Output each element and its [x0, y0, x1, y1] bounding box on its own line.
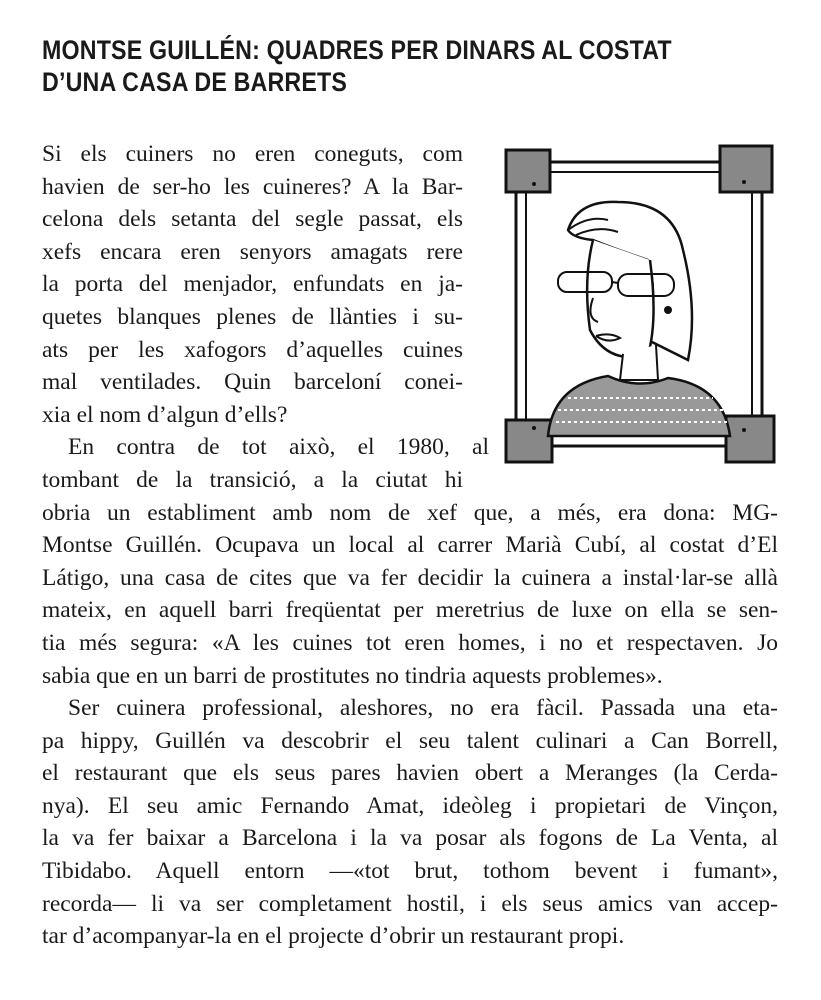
text-line: recorda— li va ser completament hostil, i els seus amics van accep- — [42, 890, 778, 917]
text-line: Montse Guillén. Ocupava un local al carrer Marià Cubí, al costat d’El — [42, 532, 778, 559]
text-line: la porta del menjador, enfundats en ja- — [42, 271, 463, 298]
text-line: nya). El seu amic Fernando Amat, ideòleg i propietari de Vinçon, — [42, 792, 778, 819]
text-line: la va fer baixar a Barcelona i la va posar als fogons de La Venta, al — [42, 825, 778, 852]
text-line: Si els cuiners no eren coneguts, com — [42, 141, 463, 167]
text-line: tombant de la transició, a la ciutat hi — [42, 466, 463, 493]
text-line: pa hippy, Guillén va descobrir el seu talent culinari a Can Borrell, — [42, 727, 778, 754]
text-line: Látigo, una casa de cites que va fer decidir la cuinera a instal·lar-se allà — [42, 564, 778, 591]
text-line: quetes blanques plenes de llànties i su- — [42, 303, 463, 330]
title-line: D’UNA CASA DE BARRETS — [42, 67, 348, 97]
text-line: tar d’acompanyar-la en el projecte d’obrir un restaurant propi. — [42, 923, 625, 950]
text-line: celona dels setanta del segle passat, els — [42, 206, 463, 233]
text-line: obria un establiment amb nom de xef que, a més, era dona: MG- — [42, 499, 778, 526]
article-title — [42, 34, 696, 98]
text-line: mateix, en aquell barri freqüentat per meretrius de luxe on ella se sen- — [42, 597, 778, 624]
text-line: Tibidabo. Aquell entorn —«tot brut, tothom bevent i fumant», — [42, 858, 778, 885]
text-line: sabia que en un barri de prostitutes no tindria aquests problemes». — [42, 662, 663, 689]
text-line: mal ventilades. Quin barceloní conei- — [42, 369, 463, 396]
article-body — [42, 138, 778, 953]
text-line: En contra de tot això, el 1980, al — [68, 434, 489, 461]
text-line: havien de ser-ho les cuineres? A la Bar- — [42, 173, 463, 200]
text-line: tia més segura: «A les cuines tot eren homes, i no et respectaven. Jo — [42, 629, 778, 656]
text-line: Ser cuinera professional, aleshores, no era fàcil. Passada una eta- — [68, 695, 778, 722]
text-line: xefs encara eren senyors amagats rere — [42, 238, 463, 265]
text-line: el restaurant que els seus pares havien obert a Meranges (la Cerda- — [42, 760, 778, 787]
title-line: MONTSE GUILLÉN: QUADRES PER DINARS AL COSTAT — [42, 35, 672, 65]
text-line: ats per les xafogors d’aquelles cuines — [42, 336, 463, 363]
text-line: xia el nom d’algun d’ells? — [42, 401, 288, 428]
